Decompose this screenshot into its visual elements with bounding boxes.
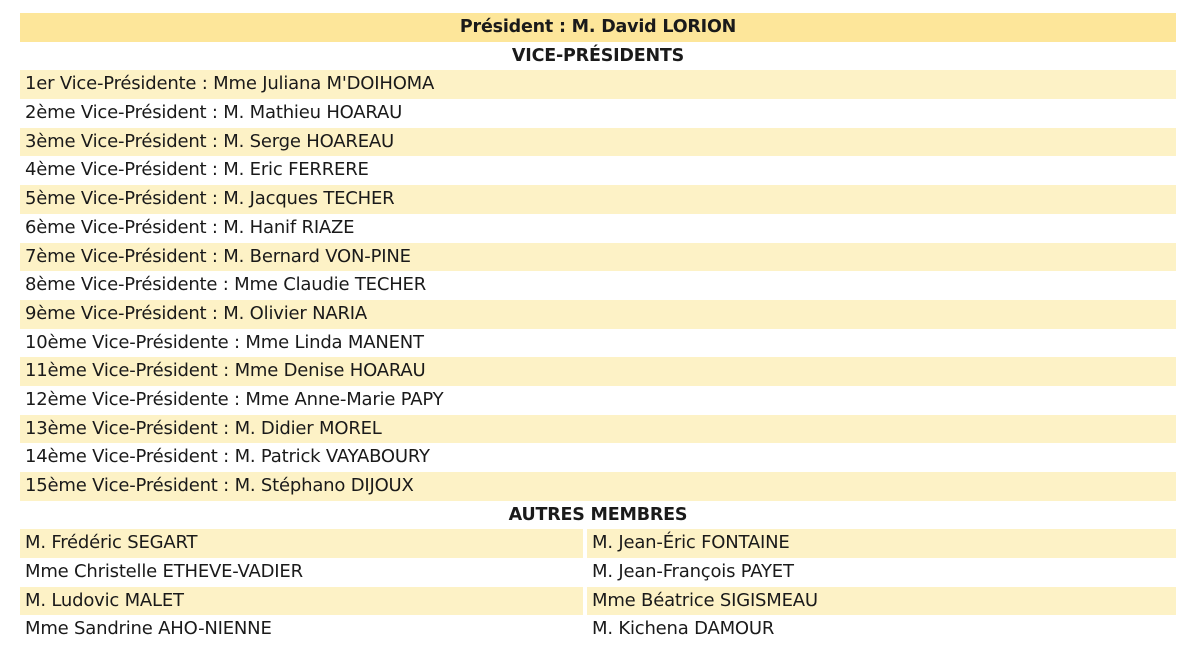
vice-president-row: 1er Vice-Présidente : Mme Juliana M'DOIHOMA: [20, 70, 1176, 99]
vice-presidents-heading: VICE-PRÉSIDENTS: [511, 45, 685, 66]
vice-president-row: 2ème Vice-Président : M. Mathieu HOARAU: [25, 102, 403, 124]
vice-president-row: 3ème Vice-Président : M. Serge HOAREAU: [20, 128, 1176, 157]
vice-president-row: 7ème Vice-Président : M. Bernard VON-PINE: [20, 243, 1176, 272]
other-members-heading: AUTRES MEMBRES: [508, 504, 688, 525]
council-members-table: [20, 13, 1176, 644]
vice-president-row: 14ème Vice-Président : M. Patrick VAYABOURY: [25, 446, 430, 468]
member-cell: M. Jean-François PAYET: [592, 561, 794, 583]
member-row: [20, 529, 1176, 558]
vice-president-row: 5ème Vice-Président : M. Jacques TECHER: [20, 185, 1176, 214]
member-row: [20, 615, 1176, 644]
member-cell: M. Ludovic MALET: [20, 587, 583, 616]
vice-president-row: 10ème Vice-Présidente : Mme Linda MANENT: [25, 331, 424, 353]
vice-president-row: 11ème Vice-Président : Mme Denise HOARAU: [20, 357, 1176, 386]
member-cell: M. Frédéric SEGART: [20, 529, 583, 558]
member-cell: M. Kichena DAMOUR: [592, 618, 775, 640]
president-heading: Président : M. David LORION: [20, 13, 1176, 42]
member-cell: M. Jean-Éric FONTAINE: [587, 529, 1176, 558]
member-cell: Mme Béatrice SIGISMEAU: [587, 587, 1176, 616]
member-row: [20, 558, 1176, 587]
vice-president-row: 9ème Vice-Président : M. Olivier NARIA: [20, 300, 1176, 329]
vice-president-row: 15ème Vice-Président : M. Stéphano DIJOUX: [20, 472, 1176, 501]
vice-president-row: 4ème Vice-Président : M. Eric FERRERE: [25, 159, 369, 181]
member-row: [20, 587, 1176, 616]
vice-president-row: 6ème Vice-Président : M. Hanif RIAZE: [25, 216, 355, 238]
vice-president-row: 8ème Vice-Présidente : Mme Claudie TECHER: [25, 274, 427, 296]
member-cell: Mme Sandrine AHO-NIENNE: [25, 618, 272, 640]
member-cell: Mme Christelle ETHEVE-VADIER: [25, 561, 303, 583]
vice-president-row: 12ème Vice-Présidente : Mme Anne-Marie PAPY: [25, 388, 444, 410]
vice-president-row: 13ème Vice-Président : M. Didier MOREL: [20, 415, 1176, 444]
